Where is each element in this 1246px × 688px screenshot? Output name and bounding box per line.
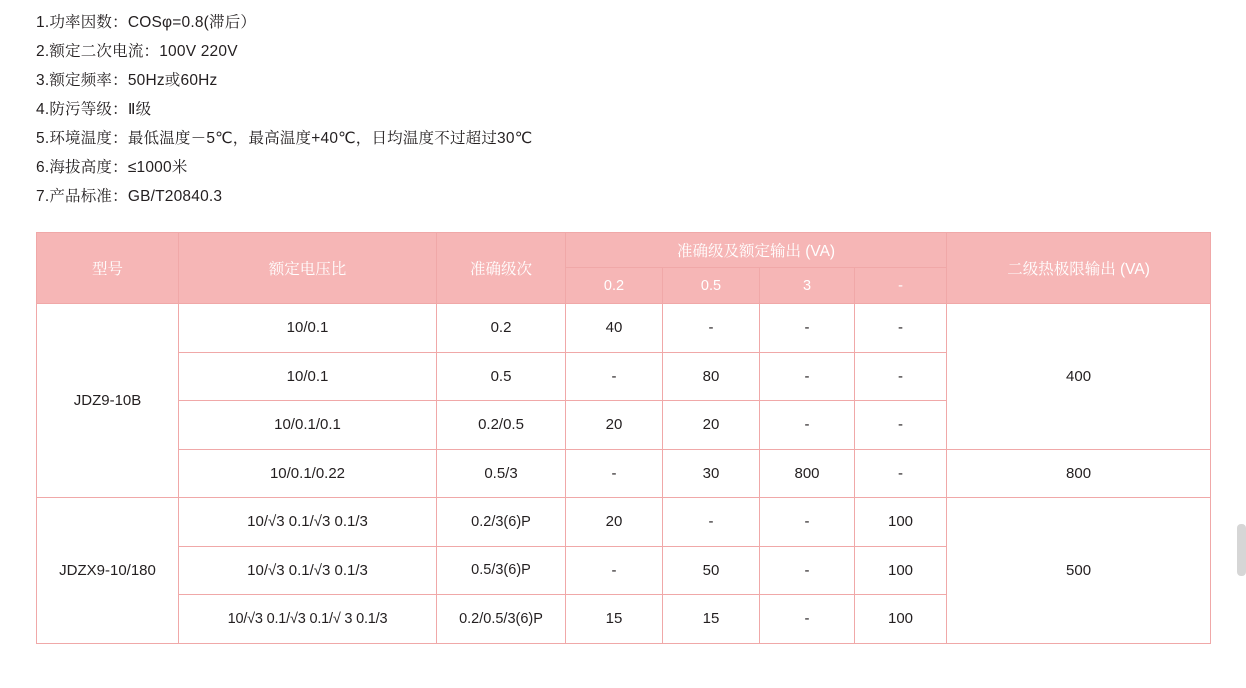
spec-item-2: 2.额定二次电流：100V 220V — [36, 43, 238, 60]
cell-output-3: - — [760, 546, 855, 595]
table-row — [37, 449, 1211, 498]
cell-ratio: 10/0.1/0.1 — [179, 401, 437, 450]
cell-accuracy: 0.2 — [437, 304, 566, 353]
spec-item-7: 7.产品标准：GB/T20840.3 — [36, 188, 223, 205]
cell-ratio: 10/√3 0.1/√3 0.1/3 — [179, 498, 437, 547]
cell-ratio: 10/0.1 — [179, 352, 437, 401]
cell-output-1: 15 — [566, 595, 663, 644]
spec-item-5: 5.环境温度：最低温度－5℃，最高温度+40℃，日均温度不过超过30℃ — [36, 130, 533, 147]
cell-output-3: - — [760, 401, 855, 450]
cell-output-2: 80 — [663, 352, 760, 401]
cell-model-jdz9: JDZ9-10B — [37, 304, 179, 498]
cell-accuracy: 0.5/3 — [437, 449, 566, 498]
cell-output-1: - — [566, 449, 663, 498]
cell-output-1: 40 — [566, 304, 663, 353]
specification-list — [36, 8, 1136, 211]
table-row — [37, 498, 1211, 547]
spec-item-1: 1.功率因数：COSφ=0.8(滞后） — [36, 14, 257, 31]
cell-output-1: - — [566, 352, 663, 401]
cell-output-3: 800 — [760, 449, 855, 498]
header-ratio: 额定电压比 — [179, 233, 437, 304]
cell-output-1: 20 — [566, 498, 663, 547]
cell-thermal: 500 — [947, 498, 1211, 644]
cell-output-4: - — [855, 352, 947, 401]
cell-output-2: 50 — [663, 546, 760, 595]
cell-output-3: - — [760, 498, 855, 547]
cell-model-jdzx9: JDZX9-10/180 — [37, 498, 179, 644]
cell-output-3: - — [760, 352, 855, 401]
cell-output-2: 20 — [663, 401, 760, 450]
cell-ratio: 10/0.1 — [179, 304, 437, 353]
header-accuracy: 准确级次 — [437, 233, 566, 304]
header-thermal: 二级热极限输出 (VA) — [947, 233, 1211, 304]
cell-thermal: 800 — [947, 449, 1211, 498]
cell-output-1: 20 — [566, 401, 663, 450]
cell-output-4: - — [855, 401, 947, 450]
cell-output-3: - — [760, 304, 855, 353]
spec-item-3: 3.额定频率：50Hz或60Hz — [36, 72, 218, 89]
cell-ratio: 10/√3 0.1/√3 0.1/√ 3 0.1/3 — [179, 595, 437, 644]
table-body — [37, 304, 1211, 644]
header-model: 型号 — [37, 233, 179, 304]
spec-item-4: 4.防污等级：Ⅱ级 — [36, 101, 152, 118]
cell-output-2: 15 — [663, 595, 760, 644]
spec-item-6: 6.海拔高度：≤1000米 — [36, 159, 188, 176]
cell-accuracy: 0.2/0.5/3(6)P — [437, 595, 566, 644]
cell-output-2: - — [663, 498, 760, 547]
cell-output-2: - — [663, 304, 760, 353]
header-output-col-3: 3 — [760, 268, 855, 304]
cell-output-2: 30 — [663, 449, 760, 498]
header-output-col-4: - — [855, 268, 947, 304]
cell-ratio: 10/0.1/0.22 — [179, 449, 437, 498]
header-output-group: 准确级及额定输出 (VA) — [566, 233, 947, 268]
cell-output-4: 100 — [855, 595, 947, 644]
table-header — [37, 233, 1211, 304]
specification-table — [36, 232, 1211, 644]
cell-accuracy: 0.5 — [437, 352, 566, 401]
cell-output-1: - — [566, 546, 663, 595]
cell-accuracy: 0.5/3(6)P — [437, 546, 566, 595]
cell-output-4: - — [855, 304, 947, 353]
table-header-row-1 — [37, 233, 1211, 268]
cell-accuracy: 0.2/0.5 — [437, 401, 566, 450]
table-row — [37, 304, 1211, 353]
cell-output-4: - — [855, 449, 947, 498]
cell-accuracy: 0.2/3(6)P — [437, 498, 566, 547]
cell-thermal: 400 — [947, 304, 1211, 450]
header-output-col-2: 0.5 — [663, 268, 760, 304]
cell-ratio: 10/√3 0.1/√3 0.1/3 — [179, 546, 437, 595]
cell-output-3: - — [760, 595, 855, 644]
cell-output-4: 100 — [855, 546, 947, 595]
scrollbar-thumb[interactable] — [1237, 524, 1246, 576]
header-output-col-1: 0.2 — [566, 268, 663, 304]
cell-output-4: 100 — [855, 498, 947, 547]
